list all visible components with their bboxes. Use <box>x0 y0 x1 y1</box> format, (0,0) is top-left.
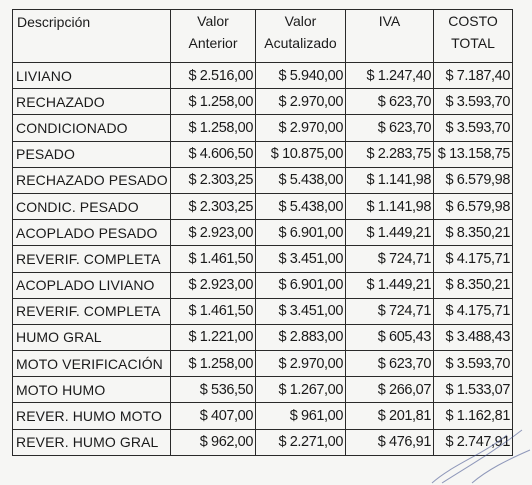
cell-valor-actualizado: $ 2.883,00 <box>256 324 346 350</box>
cell-valor-actualizado: $ 5.940,00 <box>256 63 346 89</box>
header-iva <box>346 10 434 63</box>
cell-valor-anterior: $ 407,00 <box>171 403 256 429</box>
cell-descripcion: CONDICIONADO <box>13 115 171 141</box>
header-descripcion <box>13 10 171 63</box>
cell-valor-anterior: $ 4.606,50 <box>171 141 256 167</box>
header-valor-actualizado-line1: Valor <box>284 13 317 29</box>
table-row <box>13 429 513 455</box>
header-valor-anterior <box>171 10 256 63</box>
cell-iva: $ 724,71 <box>346 246 434 272</box>
cell-iva: $ 1.449,21 <box>346 220 434 246</box>
cell-iva: $ 1.141,98 <box>346 167 434 193</box>
header-valor-anterior-line1: Valor <box>197 13 229 29</box>
cell-iva: $ 605,43 <box>346 324 434 350</box>
cell-descripcion: REVER. HUMO GRAL <box>13 429 171 455</box>
table-row <box>13 167 513 193</box>
header-iva-label: IVA <box>378 13 401 29</box>
cell-descripcion: RECHAZADO PESADO <box>13 167 171 193</box>
cell-costo-total: $ 2.747,91 <box>434 429 513 455</box>
cell-costo-total: $ 6.579,98 <box>434 193 513 219</box>
table-row <box>13 63 513 89</box>
cell-valor-anterior: $ 536,50 <box>171 377 256 403</box>
cell-costo-total: $ 1.162,81 <box>434 403 513 429</box>
cell-descripcion: CONDIC. PESADO <box>13 193 171 219</box>
cell-valor-anterior: $ 962,00 <box>171 429 256 455</box>
cell-costo-total: $ 3.593,70 <box>434 351 513 377</box>
cell-descripcion: ACOPLADO LIVIANO <box>13 272 171 298</box>
cell-iva: $ 476,91 <box>346 429 434 455</box>
cell-iva: $ 623,70 <box>346 115 434 141</box>
cell-iva: $ 201,81 <box>346 403 434 429</box>
cell-costo-total: $ 3.488,43 <box>434 324 513 350</box>
cell-descripcion: REVER. HUMO MOTO <box>13 403 171 429</box>
cell-valor-anterior: $ 2.516,00 <box>171 63 256 89</box>
cell-iva: $ 1.141,98 <box>346 193 434 219</box>
cell-valor-actualizado: $ 2.271,00 <box>256 429 346 455</box>
cell-descripcion: REVERIF. COMPLETA <box>13 246 171 272</box>
header-costo-total <box>434 10 513 63</box>
table-row <box>13 220 513 246</box>
cell-costo-total: $ 8.350,21 <box>434 272 513 298</box>
cell-valor-actualizado: $ 1.267,00 <box>256 377 346 403</box>
cell-descripcion: PESADO <box>13 141 171 167</box>
cell-valor-anterior: $ 1.221,00 <box>171 324 256 350</box>
cell-iva: $ 2.283,75 <box>346 141 434 167</box>
cell-costo-total: $ 3.593,70 <box>434 115 513 141</box>
cell-valor-anterior: $ 1.461,50 <box>171 246 256 272</box>
cell-costo-total: $ 3.593,70 <box>434 89 513 115</box>
header-valor-anterior-line2: Anterior <box>188 35 238 51</box>
cell-valor-anterior: $ 2.303,25 <box>171 167 256 193</box>
cell-valor-actualizado: $ 2.970,00 <box>256 351 346 377</box>
cell-descripcion: ACOPLADO PESADO <box>13 220 171 246</box>
header-valor-actualizado <box>256 10 346 63</box>
cell-descripcion: HUMO GRAL <box>13 324 171 350</box>
table-row <box>13 377 513 403</box>
cell-costo-total: $ 6.579,98 <box>434 167 513 193</box>
table-row <box>13 403 513 429</box>
cell-descripcion: RECHAZADO <box>13 89 171 115</box>
cell-iva: $ 724,71 <box>346 298 434 324</box>
cell-valor-anterior: $ 2.303,25 <box>171 193 256 219</box>
table-header-row <box>13 10 513 63</box>
price-table-sheet <box>12 9 513 456</box>
cell-iva: $ 266,07 <box>346 377 434 403</box>
table-row <box>13 246 513 272</box>
table-row <box>13 115 513 141</box>
cell-valor-actualizado: $ 5.438,00 <box>256 193 346 219</box>
cell-valor-anterior: $ 1.461,50 <box>171 298 256 324</box>
table-row <box>13 272 513 298</box>
cell-costo-total: $ 4.175,71 <box>434 246 513 272</box>
cell-valor-actualizado: $ 6.901,00 <box>256 272 346 298</box>
cell-descripcion: REVERIF. COMPLETA <box>13 298 171 324</box>
cell-valor-actualizado: $ 10.875,00 <box>256 141 346 167</box>
cell-descripcion: MOTO VERIFICACIÓN <box>13 351 171 377</box>
table-row <box>13 298 513 324</box>
cell-descripcion: LIVIANO <box>13 63 171 89</box>
cell-costo-total: $ 8.350,21 <box>434 220 513 246</box>
header-costo-total-line2: TOTAL <box>451 35 495 51</box>
table-row <box>13 141 513 167</box>
cell-descripcion: MOTO HUMO <box>13 377 171 403</box>
cell-iva: $ 1.247,40 <box>346 63 434 89</box>
cell-valor-actualizado: $ 6.901,00 <box>256 220 346 246</box>
cell-valor-actualizado: $ 5.438,00 <box>256 167 346 193</box>
table-row <box>13 89 513 115</box>
cell-valor-anterior: $ 1.258,00 <box>171 115 256 141</box>
cell-valor-actualizado: $ 3.451,00 <box>256 298 346 324</box>
table-row <box>13 193 513 219</box>
cell-valor-actualizado: $ 2.970,00 <box>256 89 346 115</box>
cell-iva: $ 1.449,21 <box>346 272 434 298</box>
cell-valor-anterior: $ 2.923,00 <box>171 220 256 246</box>
cell-costo-total: $ 7.187,40 <box>434 63 513 89</box>
header-descripcion-label: Descripción <box>17 14 91 30</box>
cell-valor-anterior: $ 2.923,00 <box>171 272 256 298</box>
cell-valor-actualizado: $ 961,00 <box>256 403 346 429</box>
table-row <box>13 324 513 350</box>
cell-valor-actualizado: $ 2.970,00 <box>256 115 346 141</box>
cell-costo-total: $ 1.533,07 <box>434 377 513 403</box>
cell-costo-total: $ 13.158,75 <box>434 141 513 167</box>
table-row <box>13 351 513 377</box>
cell-iva: $ 623,70 <box>346 89 434 115</box>
header-costo-total-line1: COSTO <box>448 13 498 29</box>
price-table <box>12 9 513 456</box>
cell-costo-total: $ 4.175,71 <box>434 298 513 324</box>
cell-valor-anterior: $ 1.258,00 <box>171 351 256 377</box>
cell-valor-actualizado: $ 3.451,00 <box>256 246 346 272</box>
cell-iva: $ 623,70 <box>346 351 434 377</box>
cell-valor-anterior: $ 1.258,00 <box>171 89 256 115</box>
header-valor-actualizado-line2: Acutalizado <box>264 35 337 51</box>
